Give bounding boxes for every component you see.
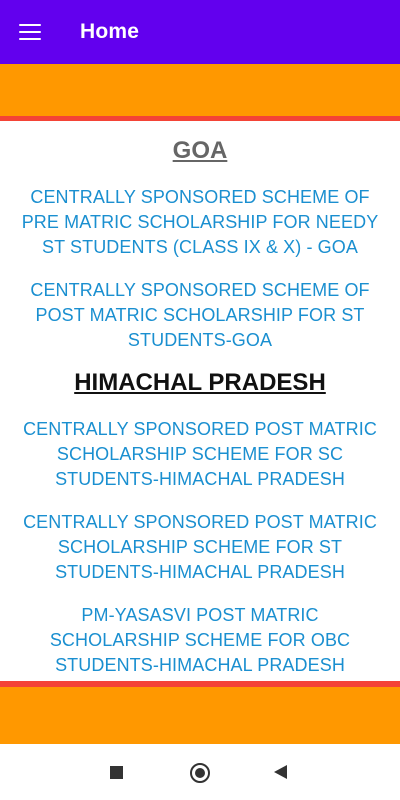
app-bar: [0, 0, 400, 64]
top-orange-band: [0, 64, 400, 116]
menu-button[interactable]: [0, 0, 62, 64]
hamburger-menu-icon: [19, 24, 41, 40]
state-heading-himachal-pradesh: HIMACHAL PRADESH: [74, 369, 326, 396]
system-nav-bar: [0, 744, 400, 800]
scheme-link-hp-pm-yasasvi-obc[interactable]: PM-YASASVI POST MATRIC SCHOLARSHIP SCHEME FOR OBC STUDENTS-HIMACHAL PRADESH: [49, 605, 351, 675]
state-heading-goa: GOA: [172, 137, 228, 164]
scheme-link-hp-post-matric-st[interactable]: CENTRALLY SPONSORED POST MATRIC SCHOLARSHIP SCHEME FOR ST STUDENTS-HIMACHAL PRADESH: [23, 512, 377, 582]
triangle-back-icon[interactable]: [274, 765, 287, 779]
scheme-link-goa-pre-matric-st[interactable]: CENTRALLY SPONSORED SCHEME OF PRE MATRIC SCHOLARSHIP FOR NEEDY ST STUDENTS (CLASS IX & X) - GOA: [21, 187, 379, 257]
bottom-orange-band: [0, 687, 400, 744]
scheme-link-hp-post-matric-sc[interactable]: CENTRALLY SPONSORED POST MATRIC SCHOLARSHIP SCHEME FOR SC STUDENTS-HIMACHAL PRADESH: [23, 419, 377, 489]
scheme-link-goa-post-matric-st[interactable]: CENTRALLY SPONSORED SCHEME OF POST MATRIC SCHOLARSHIP FOR ST STUDENTS-GOA: [30, 280, 370, 350]
square-recents-icon[interactable]: [110, 766, 123, 779]
scheme-list[interactable]: [0, 121, 400, 681]
circle-home-icon[interactable]: [190, 763, 210, 783]
app-title: Home: [80, 20, 140, 43]
